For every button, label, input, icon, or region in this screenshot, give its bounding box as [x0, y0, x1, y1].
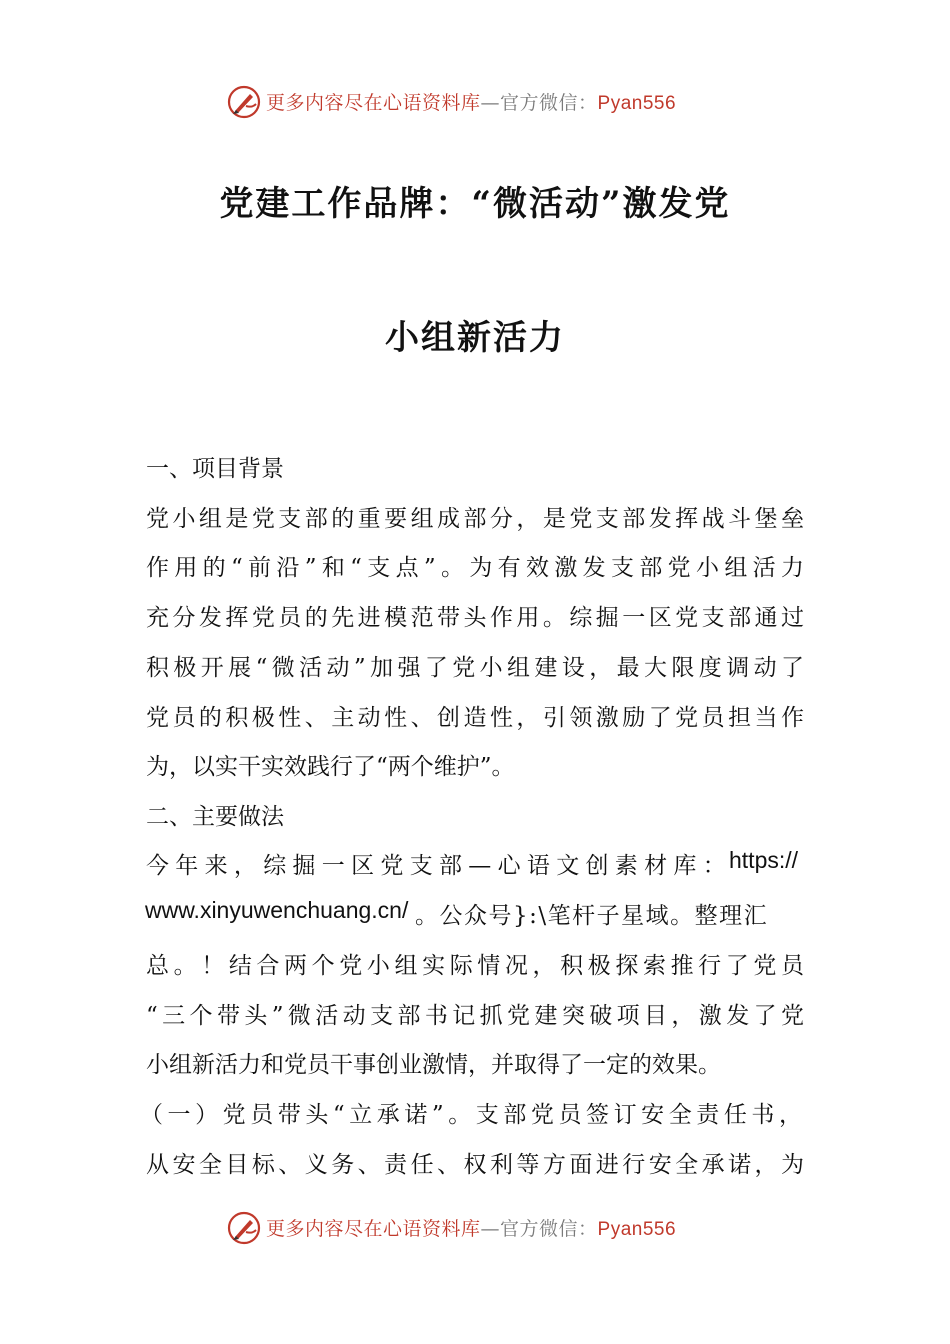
paragraph-line: 从安全目标、义务、责任、权利等方面进行安全承诺，为	[146, 1152, 804, 1178]
document-title-line2: 小组新活力	[385, 318, 565, 358]
paragraph-line: 。公众号}:\笔杆子星域。整理汇	[415, 903, 769, 929]
section-heading-background: 一、项目背景	[146, 456, 284, 482]
document-title-line1: 党建工作品牌：“微活动”激发党	[219, 184, 731, 224]
paragraph-line: 充分发挥党员的先进模范带头作用。综掘一区党支部通过	[146, 605, 804, 631]
banner-text: 更多内容尽在心语资料库—官方微信：Pyan556	[266, 1218, 677, 1240]
paragraph-line: （一）党员带头“立承诺”。支部党员签订安全责任书，	[140, 1102, 802, 1128]
paragraph-line: 党员的积极性、主动性、创造性，引领激励了党员担当作	[146, 705, 804, 731]
pen-logo-icon	[226, 84, 262, 120]
section-heading-methods: 二、主要做法	[146, 804, 284, 830]
paragraph-line: 作用的“前沿”和“支点”。为有效激发支部党小组活力	[146, 555, 804, 581]
banner-text: 更多内容尽在心语资料库—官方微信：Pyan556	[266, 92, 677, 114]
paragraph-line: “三个带头”微活动支部书记抓党建突破项目，激发了党	[146, 1003, 804, 1029]
url-text: https://	[729, 847, 799, 873]
watermark-banner-bottom	[0, 1208, 950, 1248]
paragraph-line: 积极开展“微活动”加强了党小组建设，最大限度调动了	[146, 655, 804, 681]
watermark-banner-top	[0, 82, 950, 122]
paragraph-line: 党小组是党支部的重要组成部分，是党支部发挥战斗堡垒	[146, 506, 804, 532]
paragraph-line: 为，以实干实效践行了“两个维护”。	[146, 754, 515, 780]
paragraph-line: 今年来，综掘一区党支部—心语文创素材库：	[146, 853, 732, 879]
paragraph-line: 总。！结合两个党小组实际情况，积极探索推行了党员	[146, 953, 804, 979]
pen-logo-icon	[226, 1210, 262, 1246]
paragraph-line: 小组新活力和党员干事创业激情，并取得了一定的效果。	[146, 1052, 721, 1078]
url-text: www.xinyuwenchuang.cn/	[145, 897, 409, 923]
